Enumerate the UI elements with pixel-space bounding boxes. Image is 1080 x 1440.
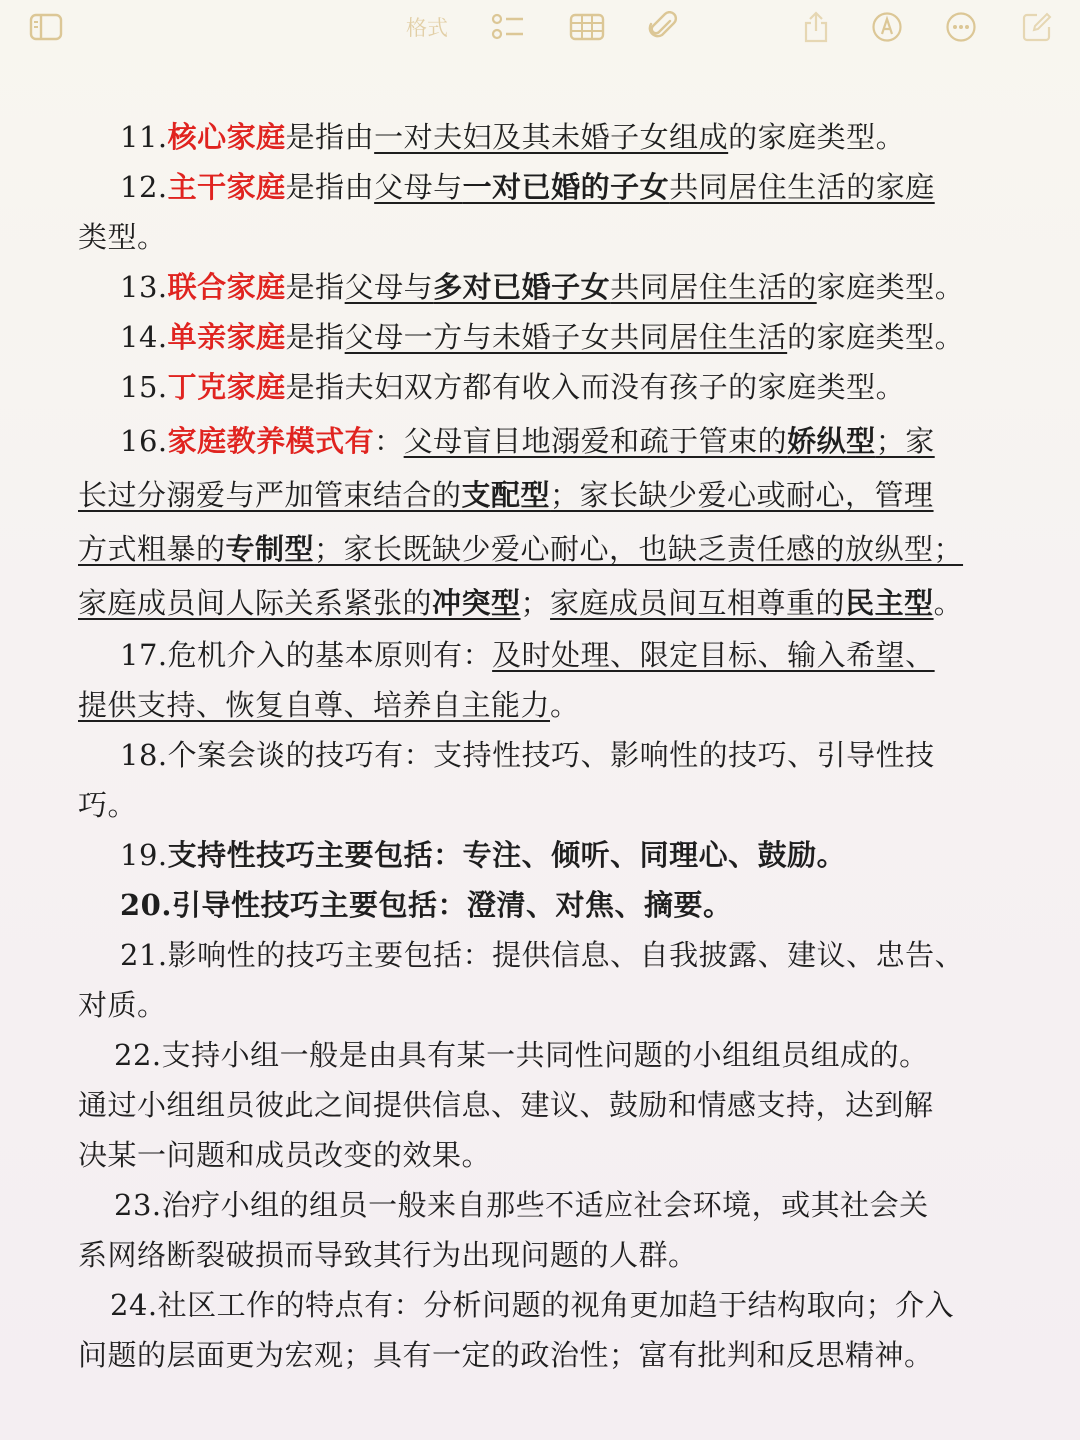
underlined-text: 父母一方与未婚子女共同居住生活 <box>344 320 788 354</box>
table-icon[interactable] <box>568 10 606 44</box>
bold-text: 20.引导性技巧主要包括：澄清、对焦、摘要。 <box>120 888 733 922</box>
text: 。 <box>550 688 580 722</box>
compose-icon[interactable] <box>1020 10 1054 44</box>
text: 问题的层面更为宏观；具有一定的政治性；富有批判和反思精神。 <box>78 1338 934 1372</box>
note-item-16-line2 <box>78 468 1038 522</box>
note-item-16 <box>78 414 1038 468</box>
underlined-text: 提供支持、恢复自尊、培养自主能力 <box>78 688 551 722</box>
note-item-19 <box>78 830 1038 880</box>
text: 家庭类型。 <box>816 270 965 304</box>
note-item-22 <box>78 1030 1038 1080</box>
text: 17.危机介入的基本原则有： <box>120 638 493 672</box>
text: ： <box>374 424 404 458</box>
underlined-text: 长过分溺爱与严加管束结合的 <box>78 478 462 512</box>
note-body[interactable] <box>78 112 1038 1380</box>
note-item-21-cont <box>78 980 1038 1030</box>
underlined-bold-text: 一对已婚的子女 <box>462 170 670 204</box>
note-item-20 <box>78 880 1038 930</box>
note-item-14 <box>78 312 1038 362</box>
key-term: 核心家庭 <box>167 120 286 154</box>
note-item-13 <box>78 262 1038 312</box>
paperclip-icon[interactable] <box>646 10 680 44</box>
underlined-bold-text: 冲突型 <box>432 586 521 620</box>
text: 是指由 <box>285 120 375 154</box>
note-item-22-cont <box>78 1080 1038 1130</box>
underlined-text: ；家长缺少爱心或耐心，管理 <box>550 478 934 512</box>
text: 巧。 <box>78 788 138 822</box>
underlined-text: 一对夫妇及其未婚子女组成 <box>374 120 729 154</box>
underlined-text: 家庭成员间互相尊重的 <box>550 586 846 620</box>
note-item-18 <box>78 730 1038 780</box>
note-item-22-cont2 <box>78 1130 1038 1180</box>
note-item-15 <box>78 362 1038 412</box>
underlined-bold-text: 支配型 <box>461 478 551 512</box>
note-item-23-cont <box>78 1230 1038 1280</box>
note-item-12 <box>78 162 1038 212</box>
text: 的家庭类型。 <box>728 120 906 154</box>
underlined-bold-text: 娇纵型 <box>787 424 876 458</box>
note-item-17-cont <box>78 680 1038 730</box>
underlined-text: 共同居住生活的 <box>610 270 817 304</box>
text: 是指由 <box>285 170 375 204</box>
text: 是指 <box>285 320 345 354</box>
text: 22.支持小组一般是由具有某一共同性问题的小组组员组成的。 <box>114 1038 929 1072</box>
note-item-21 <box>78 930 1038 980</box>
sidebar-icon[interactable] <box>28 10 64 44</box>
key-term: 主干家庭 <box>167 170 286 204</box>
bold-text: 支持性技巧主要包括：专注、倾听、同理心、鼓励。 <box>167 838 847 872</box>
underlined-text: 父母与 <box>344 270 434 304</box>
item-number: 12. <box>120 170 168 204</box>
note-item-24-cont <box>78 1330 1038 1380</box>
underlined-text: 父母与 <box>374 170 463 204</box>
text: 是指夫妇双方都有收入而没有孩子的家庭类型。 <box>285 370 906 404</box>
note-item-17 <box>78 630 1038 680</box>
underlined-bold-text: 多对已婚子女 <box>433 270 611 304</box>
key-term: 丁克家庭 <box>167 370 286 404</box>
underlined-bold-text: 民主型 <box>845 586 934 620</box>
text: 18.个案会谈的技巧有：支持性技巧、影响性的技巧、引导性技 <box>120 738 935 772</box>
underlined-text: 父母盲目地溺爱和疏于管束的 <box>403 424 788 458</box>
key-term: 单亲家庭 <box>167 320 286 354</box>
underlined-text: 家庭成员间人际关系紧张的 <box>78 586 433 620</box>
note-item-11 <box>78 112 1038 162</box>
underlined-bold-text: 专制型 <box>225 532 315 566</box>
underlined-text: ；家 <box>875 424 935 458</box>
text: 类型。 <box>78 220 167 254</box>
share-icon[interactable] <box>800 10 832 44</box>
key-term: 家庭教养模式有 <box>167 424 375 458</box>
format-button[interactable] <box>400 10 454 44</box>
underlined-text: ；家长既缺少爱心耐心，也缺乏责任感的放纵型； <box>314 532 964 566</box>
underlined-text: 方式粗暴的 <box>78 532 226 566</box>
text: 是指 <box>285 270 345 304</box>
text: 。 <box>933 586 964 620</box>
note-item-16-line4 <box>78 576 1038 630</box>
markup-pen-icon[interactable] <box>870 10 904 44</box>
text: ； <box>520 586 551 620</box>
notes-toolbar <box>0 0 1080 56</box>
item-number: 15. <box>120 370 168 404</box>
text: 系网络断裂破损而导致其行为出现问题的人群。 <box>78 1238 698 1272</box>
underlined-text: 及时处理、限定目标、输入希望、 <box>492 638 935 672</box>
text: 的家庭类型。 <box>787 320 965 354</box>
more-icon[interactable] <box>944 10 978 44</box>
text: 对质。 <box>78 988 167 1022</box>
text: 24.社区工作的特点有：分析问题的视角更加趋于结构取向；介入 <box>110 1288 955 1322</box>
note-item-16-line3 <box>78 522 1038 576</box>
checklist-icon[interactable] <box>490 10 526 44</box>
text: 决某一问题和成员改变的效果。 <box>78 1138 492 1172</box>
item-number: 11. <box>120 120 168 154</box>
note-item-23 <box>78 1180 1038 1230</box>
item-number: 16. <box>120 424 168 458</box>
key-term: 联合家庭 <box>167 270 286 304</box>
item-number: 14. <box>120 320 168 354</box>
item-number: 19. <box>120 838 168 872</box>
note-item-12-cont <box>78 212 1038 262</box>
underlined-text: 共同居住生活的家庭 <box>669 170 935 204</box>
note-item-24 <box>78 1280 1038 1330</box>
text: 21.影响性的技巧主要包括：提供信息、自我披露、建议、忠告、 <box>120 938 965 972</box>
text: 23.治疗小组的组员一般来自那些不适应社会环境，或其社会关 <box>114 1188 929 1222</box>
note-item-18-cont <box>78 780 1038 830</box>
format-label: 格式 <box>406 17 448 40</box>
item-number: 13. <box>120 270 168 304</box>
text: 通过小组组员彼此之间提供信息、建议、鼓励和情感支持，达到解 <box>78 1088 934 1122</box>
